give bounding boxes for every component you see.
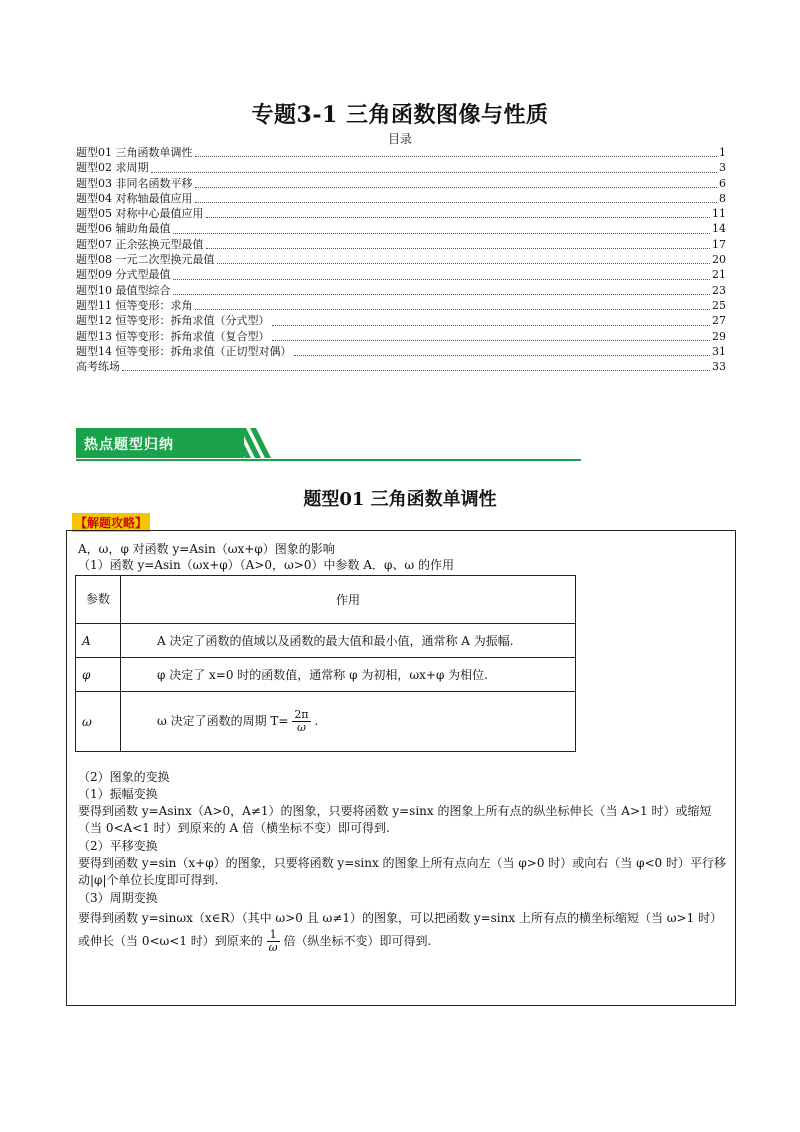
- table-row: A A 决定了函数的值域以及函数的最大值和最小值，通常称 A 为振幅.: [76, 624, 576, 658]
- header-param: 参数: [76, 576, 121, 624]
- subsection-period: （3）周期变换: [78, 891, 158, 905]
- section-title: 题型01 三角函数单调性: [303, 489, 497, 510]
- stripes-icon: [216, 428, 276, 458]
- reciprocal-fraction: $\frac{1}{\omega}$: [268, 928, 278, 954]
- table-row: φ φ 决定了 x=0 时的函数值，通常称 φ 为初相，ωx+φ 为相位.: [76, 658, 576, 692]
- parameter-table: [75, 575, 576, 752]
- toc-row[interactable]: 题型14 恒等变形：拆角求值（正切型对偶） 31: [76, 344, 726, 358]
- hot-topics-banner: [76, 428, 581, 462]
- period-fraction: $\frac{2\pi}{\omega}$: [294, 708, 309, 734]
- toc-heading: 目录: [387, 132, 412, 146]
- subsection-translation: （2）平移变换: [78, 839, 158, 853]
- table-row: ω ω 决定了函数的周期 T= $\frac{2\pi}{\omega}$ .: [76, 692, 576, 752]
- translation-text: 要得到函数 y=sin（x+φ）的图象，只要将函数 y=sinx 的图象上所有点向左（当 φ>0 时）或向右（当 φ<0 时）平行移动|φ|个单位长度即可得到.: [78, 856, 726, 887]
- toc-row[interactable]: 题型10 最值型综合 23: [76, 283, 726, 297]
- strategy-tag: 【解题攻略】: [72, 513, 150, 532]
- toc-row[interactable]: 题型12 恒等变形：拆角求值（分式型） 27: [76, 314, 726, 328]
- toc-row[interactable]: 题型09 分式型最值 21: [76, 268, 726, 282]
- intro-line-2: （1）函数 y=Asin（ωx+φ）（A>0，ω>0）中参数 A．φ、ω 的作用: [78, 558, 454, 572]
- toc-row[interactable]: 题型13 恒等变形：拆角求值（复合型） 29: [76, 329, 726, 343]
- toc-row[interactable]: 题型01 三角函数单调性 1: [76, 146, 726, 159]
- strategy-box: [66, 530, 736, 1006]
- banner-text: 热点题型归纳: [84, 437, 174, 453]
- header-effect: 作用: [121, 576, 576, 624]
- toc-row[interactable]: 题型04 对称轴最值应用 8: [76, 191, 726, 205]
- toc-row[interactable]: 题型05 对称中心最值应用 11: [76, 207, 726, 221]
- toc-row[interactable]: 题型06 辅助角最值 14: [76, 222, 726, 236]
- table-header-row: [76, 576, 576, 624]
- banner-underline: [76, 459, 581, 461]
- table-of-contents: [76, 145, 726, 374]
- period-text: 要得到函数 y=sinωx（x∈R）（其中 ω>0 且 ω≠1）的图象，可以把函数 y=sinx 上所有点的横坐标缩短（当 ω>1 时）或伸长（当 0<ω<1 时）到原来的 $\frac{1}{\omega}$ 倍（纵坐标不变）即可得到.: [78, 911, 723, 954]
- subsection-amplitude: （1）振幅变换: [78, 787, 158, 801]
- toc-row[interactable]: 题型08 一元二次型换元最值 20: [76, 253, 726, 267]
- toc-row[interactable]: 高考练场 33: [76, 360, 726, 374]
- intro-line-1: A，ω，φ 对函数 y=Asin（ωx+φ）图象的影响: [78, 542, 335, 556]
- toc-row[interactable]: 题型11 恒等变形：求角 25: [76, 298, 726, 312]
- toc-row[interactable]: 题型02 求周期 3: [76, 161, 726, 175]
- toc-row[interactable]: 题型07 正余弦换元型最值 17: [76, 237, 726, 251]
- section-2-heading: （2）图象的变换: [78, 770, 170, 784]
- page-title: 专题3-1 三角函数图像与性质: [251, 102, 549, 128]
- toc-row[interactable]: 题型03 非同名函数平移 6: [76, 176, 726, 190]
- amplitude-text: 要得到函数 y=Asinx（A>0，A≠1）的图象，只要将函数 y=sinx 的图象上所有点的纵坐标伸长（当 A>1 时）或缩短（当 0<A<1 时）到原来的 A 倍（横坐标不变）即可得到.: [78, 804, 712, 835]
